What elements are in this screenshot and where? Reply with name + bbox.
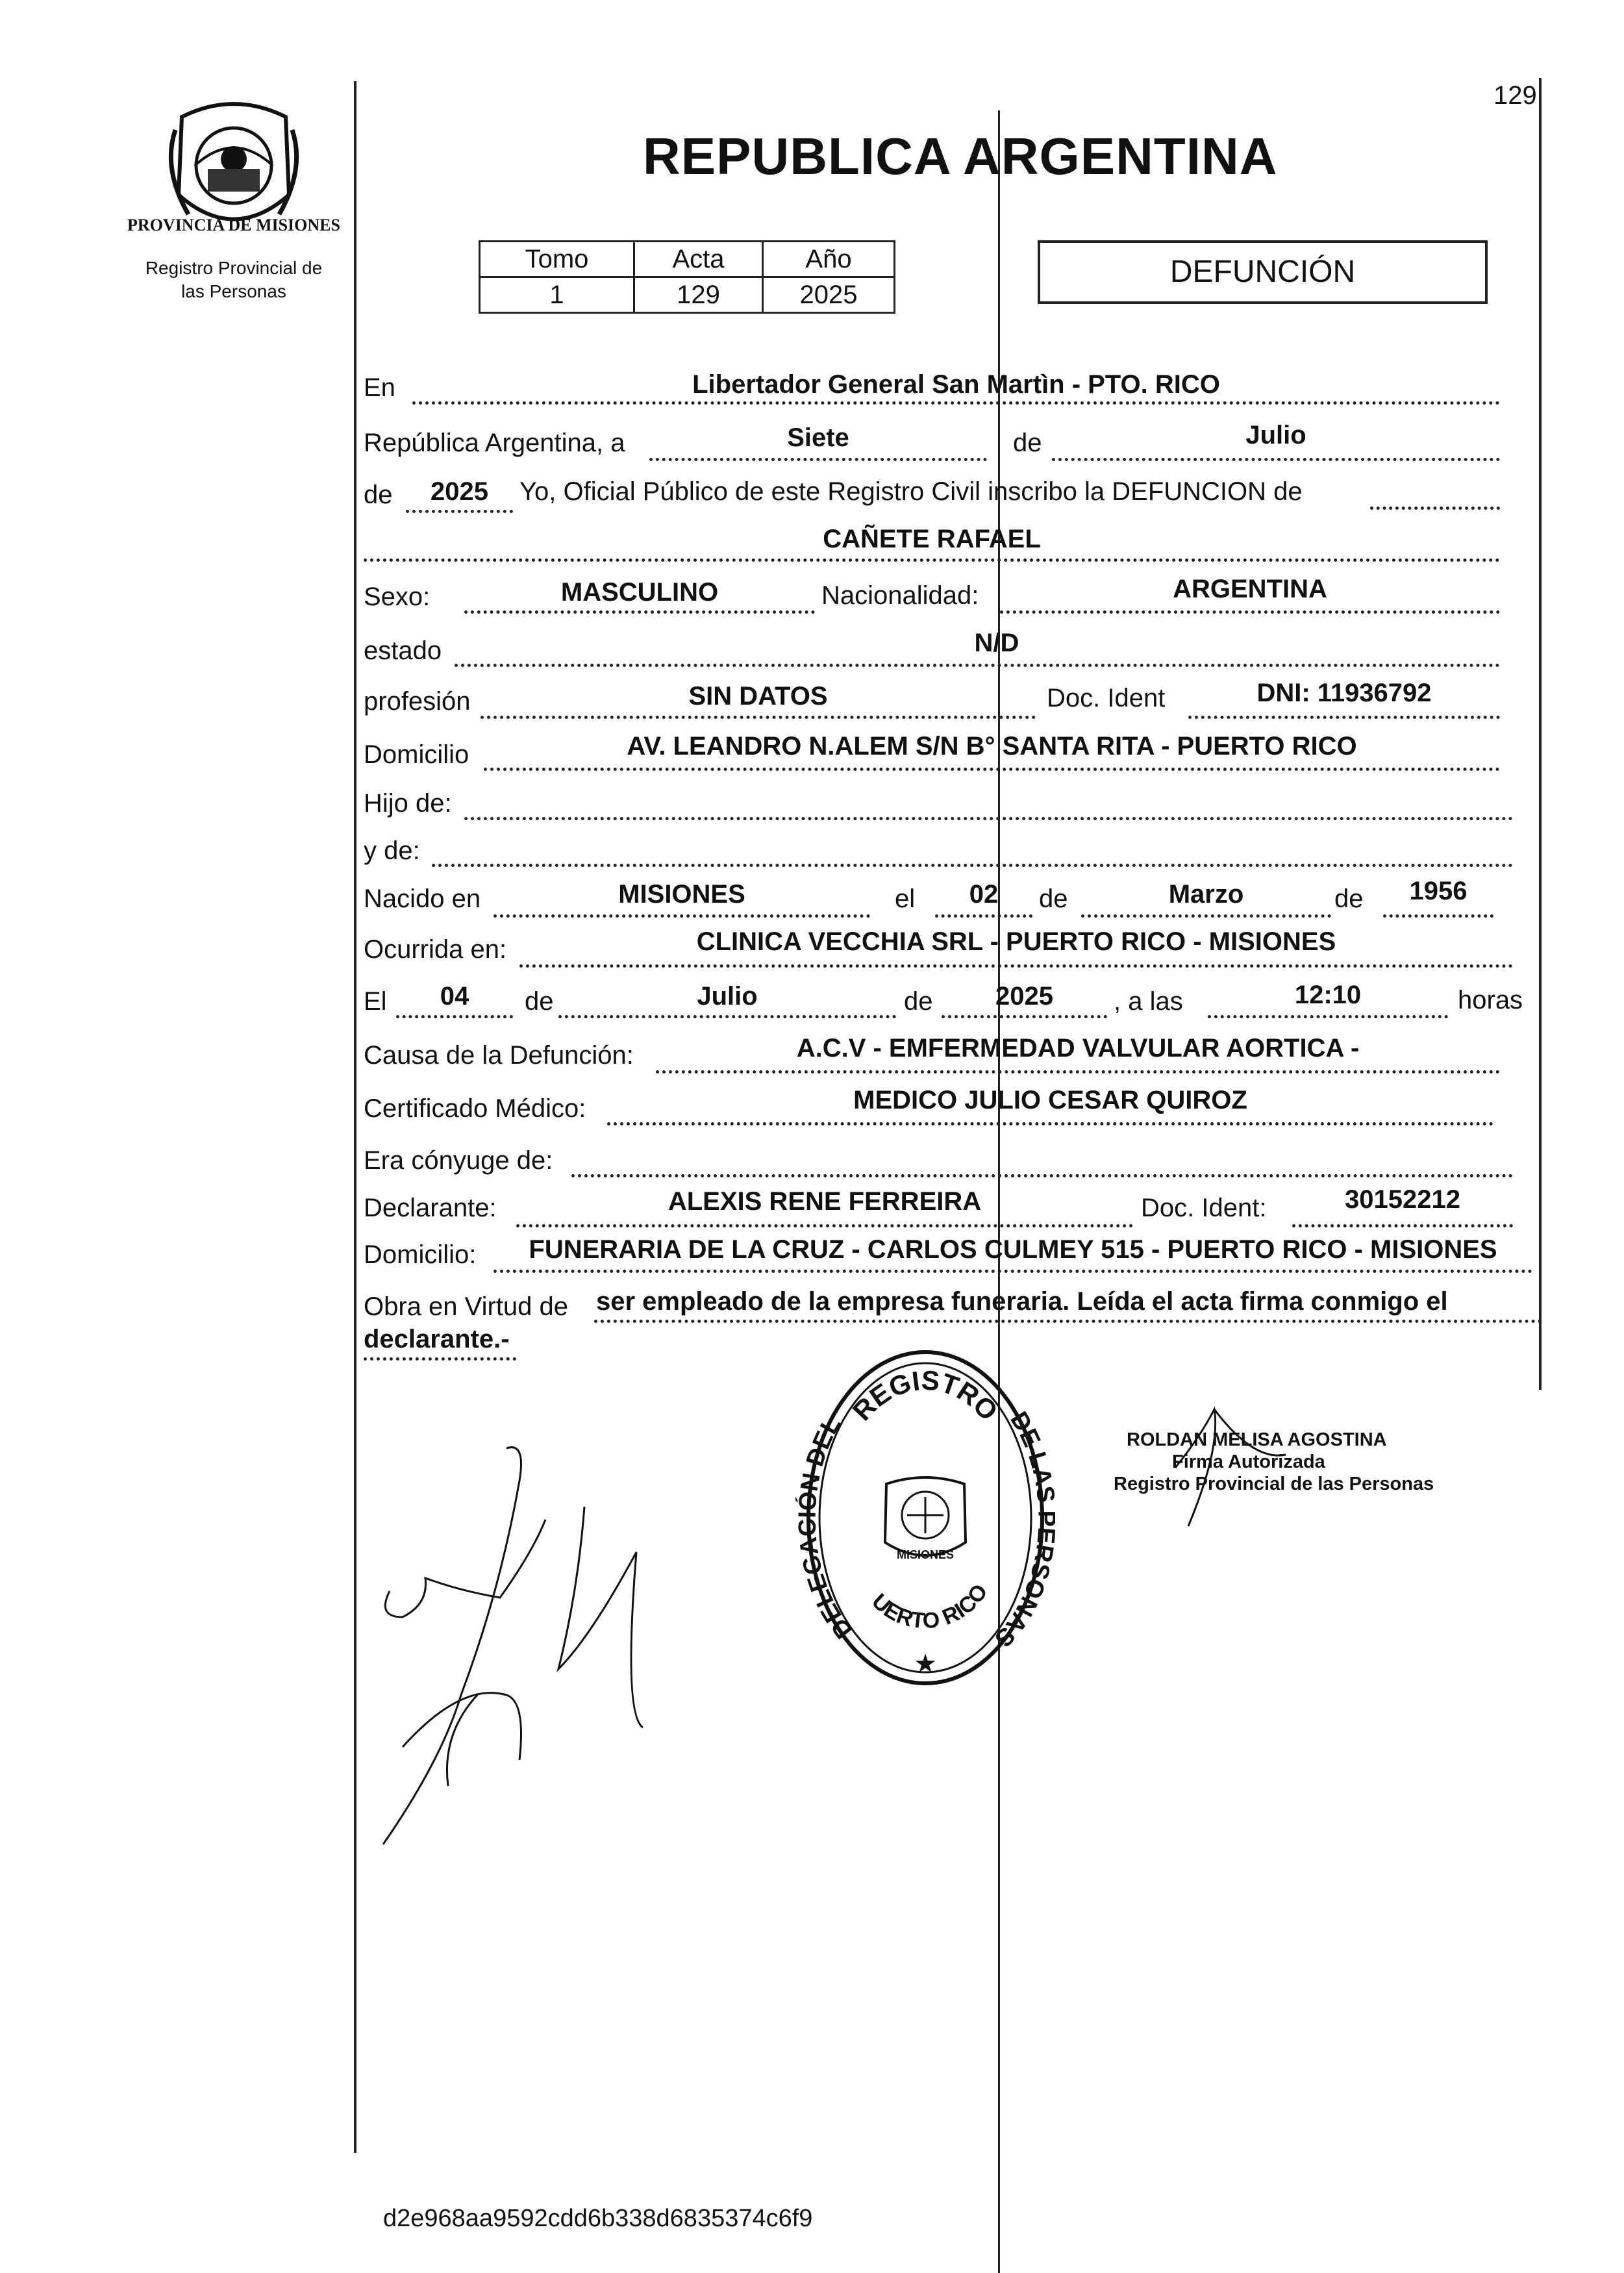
province-seal-icon [127, 91, 340, 247]
left-margin-line [354, 81, 356, 2153]
nac-anio-dots [1383, 914, 1493, 918]
doc2-label: Doc. Ident: [1141, 1194, 1267, 1222]
doc2-value: 30152212 [1345, 1185, 1460, 1214]
acta-header: Acta [634, 242, 763, 277]
declarante-label: Declarante: [364, 1194, 497, 1222]
ocurrida-value: CLINICA VECCHIA SRL - PUERTO RICO - MISIONES [696, 927, 1336, 956]
nacido-label: Nacido en [364, 885, 481, 913]
domicilio-dots [484, 768, 1500, 771]
en-label: En [364, 373, 395, 402]
sexo-label: Sexo: [364, 583, 431, 611]
def-mes-value: Julio [697, 982, 758, 1011]
domicilio-value: AV. LEANDRO N.ALEM S/N B° SANTA RITA - PUERTO RICO [627, 732, 1357, 760]
def-dia-value: 04 [440, 982, 469, 1011]
province-logo [127, 91, 340, 247]
tomo-header: Tomo [480, 242, 634, 277]
right-margin-line [1539, 78, 1542, 1390]
dia-dots [649, 458, 987, 461]
nacido-value: MISIONES [618, 880, 745, 909]
page-number: 129 [1493, 81, 1537, 110]
nac-anio-value: 1956 [1409, 877, 1468, 905]
el-label: el [895, 885, 916, 913]
en-dots [412, 401, 1500, 405]
mes-dots [1052, 458, 1500, 461]
nac-mes-dots [1081, 914, 1331, 918]
def-de-label: de [525, 987, 554, 1016]
document-hash: d2e968aa9592cdd6b338d6835374c6f9 [383, 2205, 813, 2232]
org-caption [130, 257, 338, 303]
obra-line1: ser empleado de la empresa funeraria. Leída el acta firma conmigo el [596, 1287, 1448, 1316]
nacionalidad-value: ARGENTINA [1173, 575, 1327, 603]
horas-label: horas [1458, 986, 1523, 1014]
def-anio-dots [942, 1015, 1107, 1018]
declarante-dots [516, 1224, 1133, 1227]
oficial-dots [1370, 507, 1500, 510]
profesion-label: profesión [364, 687, 471, 716]
nombre-value: CAÑETE RAFAEL [823, 525, 1041, 553]
el2-label: El [364, 987, 387, 1016]
domicilio2-dots [493, 1270, 1532, 1273]
anio-value: 2025 [763, 277, 895, 313]
sexo-dots [464, 610, 815, 614]
nacionalidad-label: Nacionalidad: [821, 581, 979, 610]
def-de2-label: de [904, 987, 933, 1016]
org-caption-line1: Registro Provincial de [145, 258, 323, 278]
mes-value: Julio [1245, 421, 1306, 449]
nacido-dots [493, 914, 870, 918]
estado-dots [455, 664, 1500, 667]
obra2-dots [364, 1357, 516, 1361]
def-anio-value: 2025 [995, 982, 1053, 1011]
doc-dots [1188, 716, 1500, 719]
acta-value: 129 [634, 277, 763, 313]
de2-label: de [364, 481, 393, 509]
obra-label: Obra en Virtud de [364, 1292, 569, 1321]
doc-label: Doc. Ident [1047, 684, 1166, 712]
stamp-bottom-text: UERTO RICO [867, 1579, 993, 1634]
tomo-value: 1 [480, 277, 634, 313]
svg-text:DELEGACIÓN DEL [795, 1412, 858, 1643]
de-label: de [1013, 429, 1042, 457]
conyuge-label: Era cónyuge de: [364, 1146, 553, 1175]
signer-org: Registro Provincial de las Personas [1114, 1474, 1434, 1494]
anio-value: 2025 [431, 477, 488, 506]
conyuge-dots [571, 1174, 1513, 1177]
logo-seal-text: PROVINCIA DE MISIONES [127, 216, 340, 234]
hora-value: 12:10 [1294, 981, 1362, 1009]
declarant-signature [364, 1422, 701, 1877]
yde-label: y de: [364, 836, 420, 865]
estado-value: N/D [974, 629, 1019, 657]
def-mes-dots [558, 1015, 896, 1018]
hora-dots [1208, 1015, 1448, 1018]
domicilio2-label: Domicilio: [364, 1240, 477, 1269]
causa-dots [656, 1070, 1500, 1074]
profesion-value: SIN DATOS [688, 682, 828, 710]
nacionalidad-dots [1000, 610, 1500, 614]
dia-letras: Siete [787, 423, 849, 452]
record-table [479, 240, 895, 314]
ocurrida-label: Ocurrida en: [364, 935, 507, 964]
signer-name: ROLDAN MELISA AGOSTINA [1127, 1429, 1387, 1450]
document-title: REPUBLICA ARGENTINA [643, 127, 1278, 185]
domicilio-label: Domicilio [364, 740, 469, 769]
obra-dots [594, 1320, 1542, 1323]
hijo-label: Hijo de: [364, 789, 452, 818]
stamp-top-text: REGISTRO [846, 1364, 1005, 1427]
profesion-dots [481, 716, 1036, 719]
stamp-left-text: DELEGACIÓN DEL [795, 1412, 858, 1644]
anio-header: Año [763, 242, 895, 277]
nombre-dots [364, 559, 1500, 562]
sexo-value: MASCULINO [560, 578, 719, 607]
certificado-value: MEDICO JULIO CESAR QUIROZ [853, 1086, 1247, 1114]
nac-mes-value: Marzo [1168, 880, 1244, 909]
anio-dots [406, 510, 513, 513]
org-caption-line2: las Personas [181, 281, 286, 301]
obra-line2: declarante.- [364, 1325, 510, 1353]
signer-role: Firma Autorizada [1172, 1451, 1325, 1472]
def-dia-dots [396, 1015, 513, 1018]
nac-dia-dots [935, 914, 1032, 918]
declarante-value: ALEXIS RENE FERREIRA [668, 1187, 982, 1216]
certificado-dots [607, 1122, 1493, 1125]
nac-de-label: de [1039, 885, 1068, 913]
star-icon: ★ [914, 1650, 937, 1678]
hijo-dots [464, 817, 1513, 820]
stamp-inner-text: MISIONES [896, 1548, 955, 1561]
certificado-label: Certificado Médico: [364, 1094, 586, 1123]
republica-label: República Argentina, a [364, 429, 625, 457]
domicilio2-value: FUNERARIA DE LA CRUZ - CARLOS CULMEY 515 - PUERTO RICO - MISIONES [529, 1235, 1497, 1264]
stamp-right-text: DE LA SONAS [989, 1407, 1055, 1652]
authorized-signature-block [1114, 1429, 1434, 1495]
svg-text:DE LAS PERSONAS [989, 1407, 1055, 1652]
nac-de2-label: de [1334, 885, 1364, 913]
doc-value: DNI: 11936792 [1256, 679, 1432, 707]
doc2-dots [1292, 1224, 1513, 1227]
registry-stamp [795, 1341, 1055, 1695]
causa-value: A.C.V - EMFERMEDAD VALVULAR AORTICA - [796, 1034, 1360, 1062]
stamp-emblem-icon [885, 1477, 966, 1561]
record-type-box: DEFUNCIÓN [1038, 240, 1488, 304]
oficial-text: Yo, Oficial Público de este Registro Civil inscribo la DEFUNCION de [519, 477, 1303, 506]
ocurrida-dots [519, 964, 1513, 968]
yde-dots [432, 864, 1513, 867]
estado-label: estado [364, 636, 442, 665]
alas-label: , a las [1114, 987, 1183, 1016]
nac-dia-value: 02 [969, 880, 999, 909]
causa-label: Causa de la Defunción: [364, 1041, 634, 1070]
en-value: Libertador General San Martìn - PTO. RICO [692, 370, 1220, 399]
